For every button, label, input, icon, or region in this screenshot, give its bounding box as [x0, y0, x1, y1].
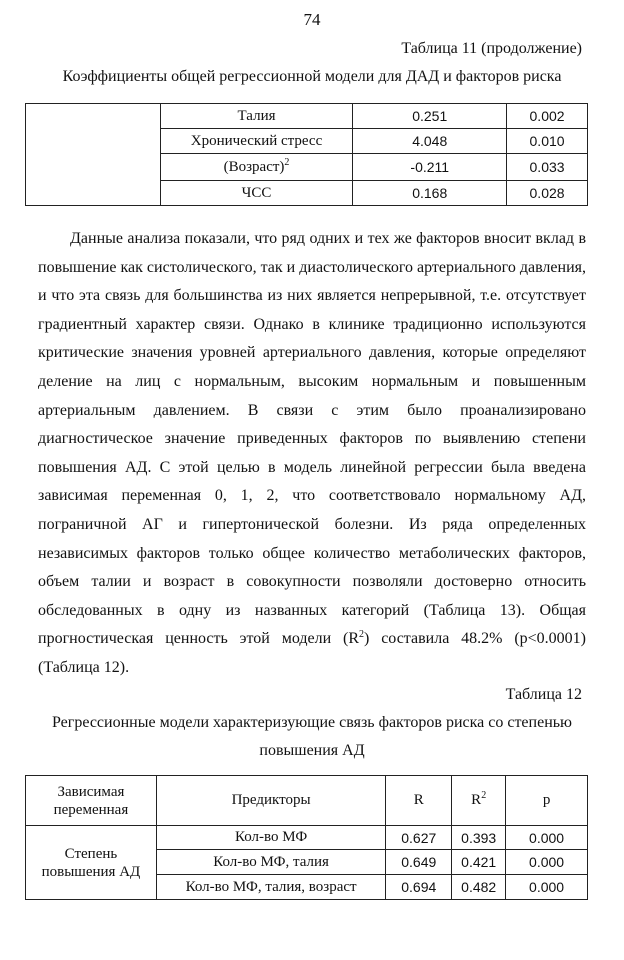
- table11-empty-cell: [26, 104, 161, 206]
- r2-cell: 0.421: [452, 850, 506, 875]
- header-predictors: Предикторы: [156, 776, 385, 826]
- table11-coef: -0.211: [353, 154, 507, 181]
- body-paragraph: Данные анализа показали, что ряд одних и тех же факторов вносит вклад в повышение как систолического, так и диастолического артериального давления, и что эта связь для большинства из них является непрерывной, т.е. отсутствует градиентный характер связи. Однако в клинике традиционно используются критические значения уровней артериального давления, которые определяют деление на лиц с нормальным, высоким нормальным и повышенным артериальным давлением. В связи с этим было проанализировано диагностическое значение приведенных факторов по выявлению степени повышения АД. С этой целью в модель линейной регрессии была введена зависимая переменная 0, 1, 2, что соответствовало нормальному АД, пограничной АГ и гипертонической болезни. Из ряда определенных независимых факторов только общее количество метаболических факторов, объем талии и возраст в совокупности позволяли достоверно относить обследованных в одну из названных категорий (Таблица 13). Общая прогностическая ценность этой модели $(R^2)$ составила 48.2% (p<0.0001) (Таблица 12).: [38, 230, 587, 676]
- table12-title-line2: повышения АД: [259, 742, 365, 759]
- table12-title-line1: Регрессионные модели характеризующие связь факторов риска со степенью: [51, 714, 573, 731]
- header-r: R: [386, 776, 452, 826]
- table11-factor: Талия: [160, 104, 353, 129]
- header-r2: $R^2$: [452, 776, 506, 826]
- table11-coef: 0.251: [353, 104, 507, 129]
- r2-cell: 0.482: [452, 875, 506, 900]
- r2-cell: 0.393: [452, 826, 506, 850]
- table12: [25, 775, 588, 900]
- page-number: 74: [303, 10, 321, 29]
- header-p: p: [506, 776, 588, 826]
- predictors-cell: Кол-во МФ, талия: [156, 850, 385, 875]
- r-cell: 0.649: [386, 850, 452, 875]
- table11: [25, 103, 588, 206]
- p-cell: 0.000: [506, 875, 588, 900]
- header-dependent-variable: Зависимая переменная: [26, 776, 157, 826]
- p-cell: 0.000: [506, 850, 588, 875]
- p-cell: 0.000: [506, 826, 588, 850]
- table11-p: 0.033: [507, 154, 588, 181]
- predictors-cell: Кол-во МФ: [156, 826, 385, 850]
- table11-coef: 4.048: [353, 129, 507, 154]
- table11-factor: ЧСС: [160, 181, 353, 206]
- table11-p: 0.010: [507, 129, 588, 154]
- table12-label: Таблица 12: [505, 686, 582, 703]
- table11-factor: (Возраст)$^2$: [160, 154, 353, 181]
- r-cell: 0.627: [386, 826, 452, 850]
- table11-label: Таблица 11 (продолжение): [401, 40, 582, 57]
- table11-title: Коэффициенты общей регрессионной модели для ДАД и факторов риска: [62, 68, 562, 85]
- r-cell: 0.694: [386, 875, 452, 900]
- predictors-cell: Кол-во МФ, талия, возраст: [156, 875, 385, 900]
- table11-coef: 0.168: [353, 181, 507, 206]
- table11-factor: Хронический стресс: [160, 129, 353, 154]
- dependent-value-cell: Степень повышения АД: [26, 826, 157, 900]
- table11-p: 0.028: [507, 181, 588, 206]
- table11-p: 0.002: [507, 104, 588, 129]
